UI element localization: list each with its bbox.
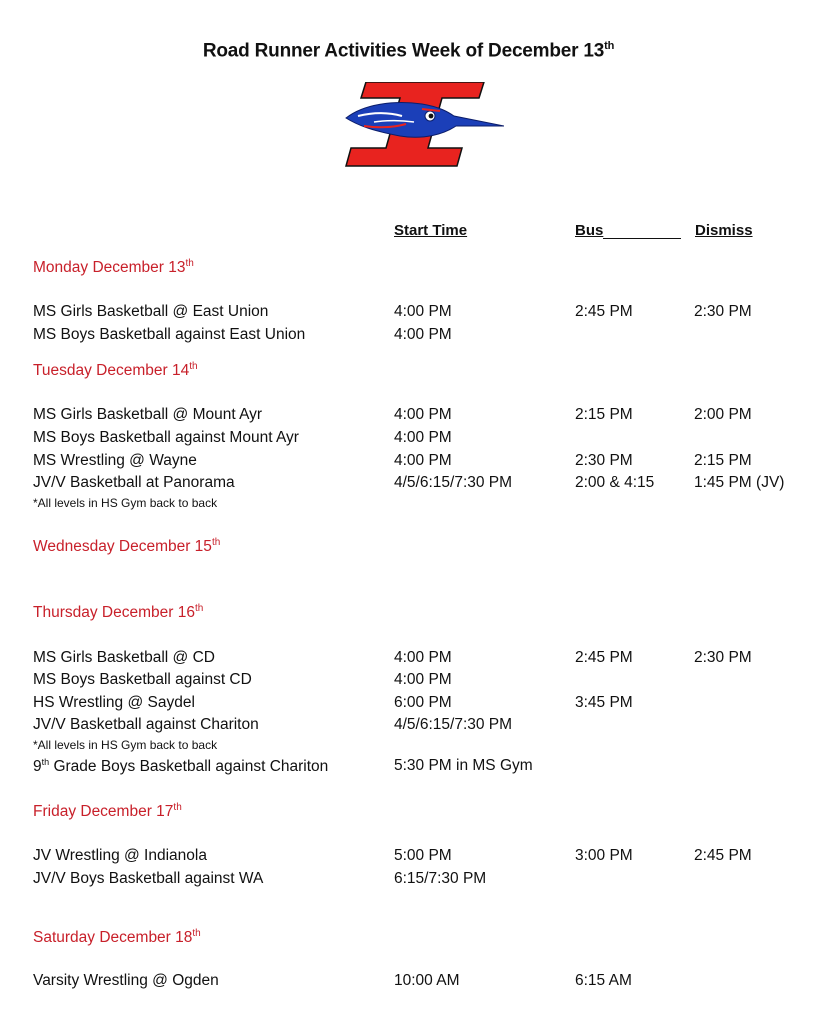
start-time: 4:00 PM <box>394 649 452 666</box>
event-name: HS Wrestling @ Saydel <box>33 694 195 711</box>
dismiss-time: 2:00 PM <box>694 406 752 423</box>
day-heading-wednesday <box>33 537 220 556</box>
bus-time: 2:45 PM <box>575 303 633 320</box>
bus-time: 2:00 & 4:15 <box>575 474 655 491</box>
table-row <box>0 671 817 693</box>
start-time: 5:00 PM <box>394 847 452 864</box>
day-heading-monday <box>33 258 194 277</box>
start-time: 4/5/6:15/7:30 PM <box>394 716 513 733</box>
table-row <box>0 406 817 428</box>
bus-time: 2:15 PM <box>575 406 633 423</box>
day-heading-thursday <box>33 603 203 622</box>
event-name: MS Boys Basketball against East Union <box>33 326 306 343</box>
event-name <box>33 757 328 776</box>
bus-time: 2:30 PM <box>575 452 633 469</box>
start-time: 10:00 AM <box>394 972 460 989</box>
start-time: 4:00 PM <box>394 452 452 469</box>
day-label: Saturday December 18 <box>33 929 193 947</box>
start-time: 5:30 PM in MS Gym <box>394 757 533 774</box>
table-row <box>0 452 817 474</box>
start-time: 6:15/7:30 PM <box>394 870 487 887</box>
table-row <box>0 870 817 892</box>
event-name: MS Girls Basketball @ CD <box>33 649 215 666</box>
day-label: Wednesday December 15 <box>33 538 212 556</box>
bus-time: 2:45 PM <box>575 649 633 666</box>
page-title <box>0 40 817 62</box>
table-row <box>0 474 817 496</box>
event-name: Varsity Wrestling @ Ogden <box>33 972 219 989</box>
start-time: 4:00 PM <box>394 406 452 423</box>
table-row <box>0 429 817 451</box>
start-time: 4:00 PM <box>394 671 452 688</box>
day-label: Monday December 13 <box>33 259 186 277</box>
title-suffix: th <box>604 40 615 52</box>
table-row <box>0 847 817 869</box>
bus-time: 3:45 PM <box>575 694 633 711</box>
bus-time: 6:15 AM <box>575 972 632 989</box>
event-name: MS Boys Basketball against CD <box>33 671 252 688</box>
table-row <box>0 694 817 716</box>
event-name: JV/V Basketball at Panorama <box>33 474 235 491</box>
event-name-prefix: 9 <box>33 758 42 776</box>
event-name-text: Grade Boys Basketball against Chariton <box>49 758 329 776</box>
event-note: *All levels in HS Gym back to back <box>33 496 218 510</box>
day-heading-tuesday <box>33 361 198 380</box>
day-label: Thursday December 16 <box>33 604 195 622</box>
table-row <box>0 972 817 994</box>
dismiss-time: 2:45 PM <box>694 847 752 864</box>
start-time: 4/5/6:15/7:30 PM <box>394 474 513 491</box>
title-text: Road Runner Activities Week of December 13 <box>202 40 605 62</box>
start-time: 4:00 PM <box>394 429 452 446</box>
day-suffix: th <box>194 603 204 614</box>
bus-time: 3:00 PM <box>575 847 633 864</box>
day-suffix: th <box>185 258 194 269</box>
event-name-suffix: th <box>41 757 50 767</box>
column-header-bus: Bus <box>575 222 604 239</box>
dismiss-time: 2:15 PM <box>694 452 752 469</box>
day-suffix: th <box>211 537 221 548</box>
column-header-start-time: Start Time <box>394 222 468 239</box>
start-time: 4:00 PM <box>394 326 452 343</box>
dismiss-time: 2:30 PM <box>694 303 752 320</box>
day-suffix: th <box>189 361 198 372</box>
day-label: Tuesday December 14 <box>33 362 190 380</box>
event-name: JV/V Boys Basketball against WA <box>33 870 264 887</box>
event-name: JV/V Basketball against Chariton <box>33 716 259 733</box>
start-time: 4:00 PM <box>394 303 452 320</box>
event-name: MS Girls Basketball @ East Union <box>33 303 269 320</box>
dismiss-time: 1:45 PM (JV) <box>694 474 785 491</box>
table-row <box>0 716 817 738</box>
start-time: 6:00 PM <box>394 694 452 711</box>
event-name: MS Boys Basketball against Mount Ayr <box>33 429 299 446</box>
day-heading-saturday <box>33 928 201 947</box>
table-row <box>0 757 817 779</box>
day-suffix: th <box>192 928 201 939</box>
event-name: MS Girls Basketball @ Mount Ayr <box>33 406 263 423</box>
event-name: MS Wrestling @ Wayne <box>33 452 197 469</box>
table-row <box>0 326 817 348</box>
header-underline <box>603 238 681 239</box>
table-row <box>0 649 817 671</box>
roadrunner-i-logo-icon <box>344 82 504 168</box>
day-suffix: th <box>173 802 182 813</box>
column-header-dismiss: Dismiss <box>695 222 753 239</box>
table-row <box>0 303 817 325</box>
event-name: JV Wrestling @ Indianola <box>33 847 207 864</box>
dismiss-time: 2:30 PM <box>694 649 752 666</box>
day-heading-friday <box>33 802 182 821</box>
day-label: Friday December 17 <box>33 803 174 821</box>
event-note: *All levels in HS Gym back to back <box>33 738 218 752</box>
